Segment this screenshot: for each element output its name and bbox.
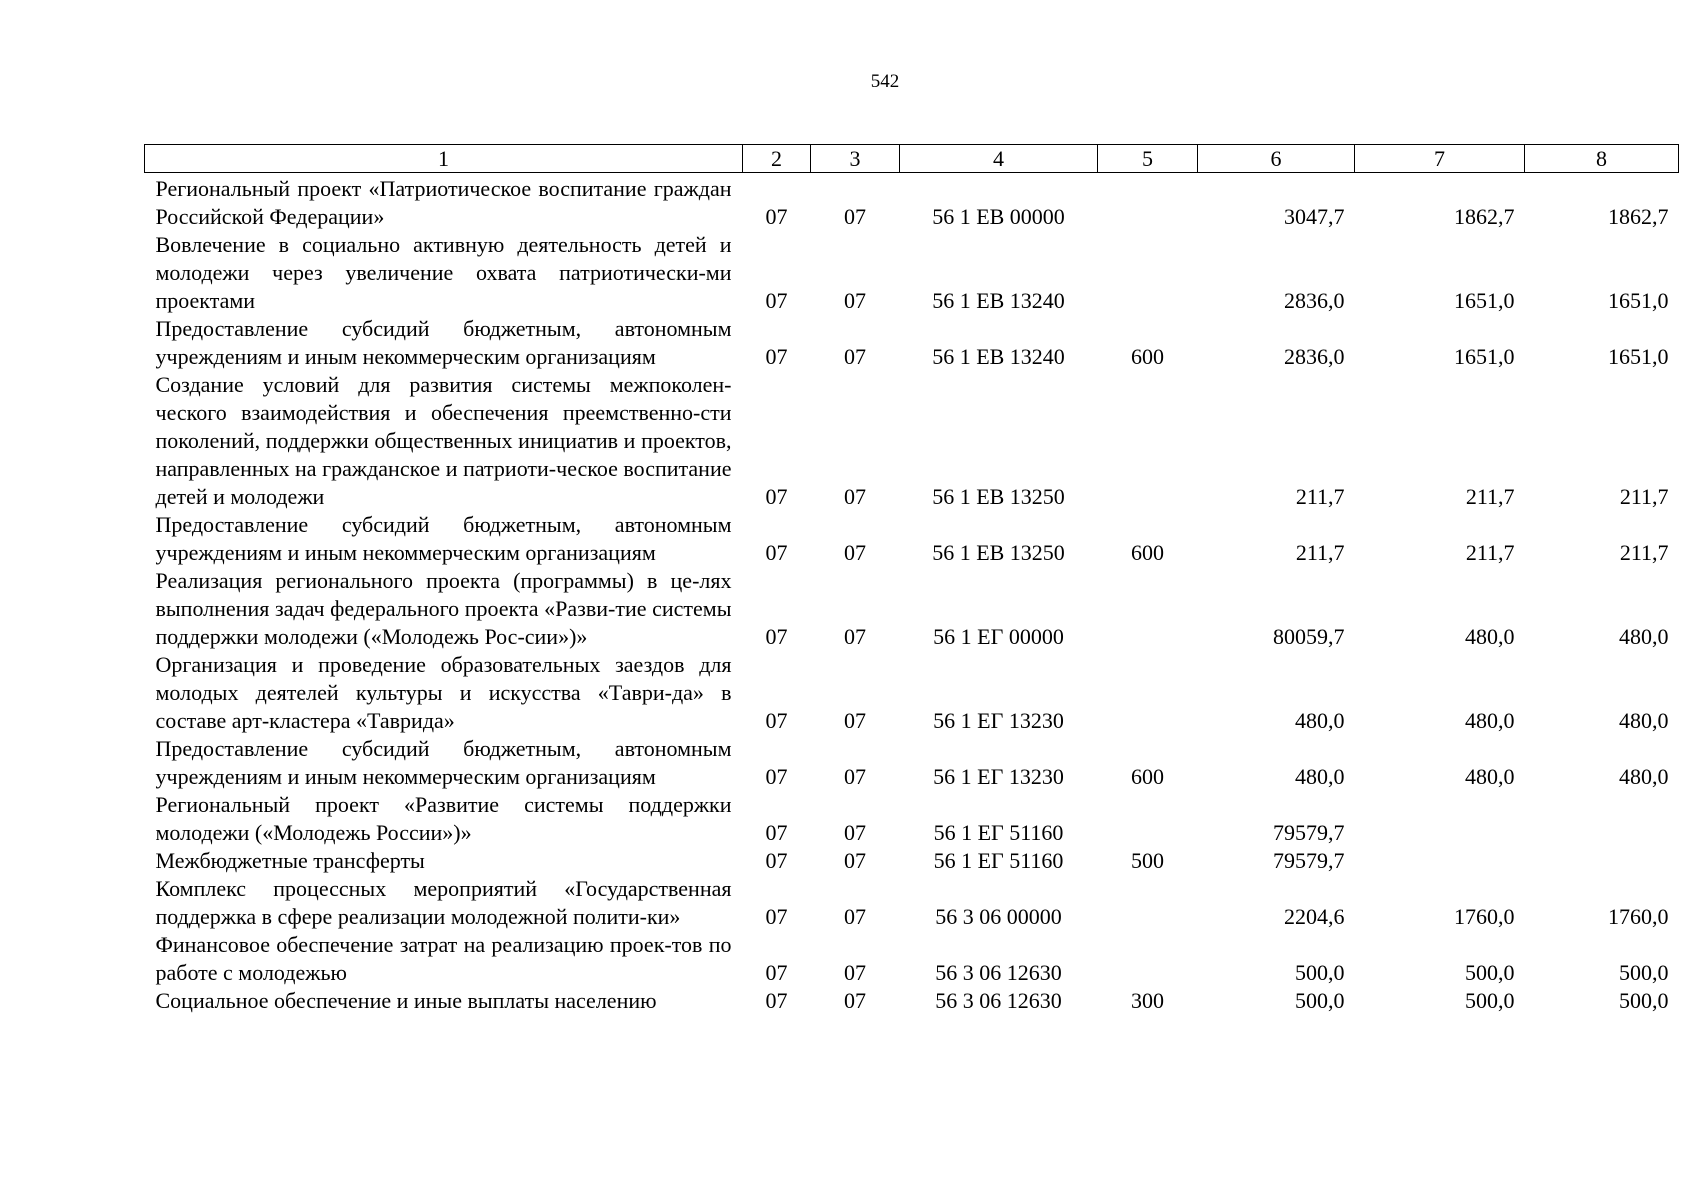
row-target-code: 56 1 ЕВ 13240 [932, 288, 1065, 313]
row-expense-type [1098, 791, 1198, 847]
row-section: 07 [765, 540, 788, 565]
table-row [145, 847, 1679, 875]
row-amount-col-8: 500,0 [1619, 988, 1669, 1013]
page-number: 542 [870, 71, 900, 92]
row-amount-col-7: 500,0 [1465, 988, 1515, 1013]
table-row [145, 231, 1679, 315]
row-name: Предоставление субсидий бюджетным, автономным учреждениям и иным некоммерческим организациям [155, 512, 732, 565]
row-amount-col-8: 211,7 [1619, 484, 1669, 509]
row-amount-col-7: 1651,0 [1454, 344, 1515, 369]
row-section: 07 [765, 904, 788, 929]
row-subsection: 07 [844, 820, 866, 845]
row-section: 07 [765, 344, 788, 369]
row-amount-col-8: 1862,7 [1608, 204, 1669, 229]
header-col-2: 2 [743, 145, 811, 173]
table-row [145, 651, 1679, 735]
row-expense-type [1098, 173, 1198, 232]
row-amount-col-6: 211,7 [1295, 484, 1345, 509]
row-subsection: 07 [844, 988, 866, 1013]
row-amount-col-8: 1760,0 [1608, 904, 1669, 929]
header-col-4: 4 [900, 145, 1098, 173]
row-section: 07 [765, 288, 788, 313]
row-target-code: 56 1 ЕГ 00000 [933, 624, 1064, 649]
row-amount-col-6: 2204,6 [1284, 904, 1345, 929]
row-subsection: 07 [844, 764, 866, 789]
row-section: 07 [765, 988, 788, 1013]
table-row [145, 791, 1679, 847]
row-amount-col-7: 480,0 [1465, 764, 1515, 789]
table-body [145, 173, 1679, 1016]
row-section: 07 [765, 848, 788, 873]
row-subsection: 07 [844, 848, 866, 873]
row-subsection: 07 [844, 204, 866, 229]
row-amount-col-7: 500,0 [1465, 960, 1515, 985]
header-col-8: 8 [1525, 145, 1679, 173]
row-expense-type [1098, 371, 1198, 511]
table-row [145, 315, 1679, 371]
row-subsection: 07 [844, 708, 866, 733]
row-amount-col-8: 500,0 [1619, 960, 1669, 985]
header-col-1: 1 [145, 145, 743, 173]
row-target-code: 56 1 ЕВ 13250 [932, 540, 1065, 565]
row-amount-col-6: 79579,7 [1273, 848, 1345, 873]
row-subsection: 07 [844, 960, 866, 985]
row-expense-type [1098, 651, 1198, 735]
row-amount-col-7: 480,0 [1465, 624, 1515, 649]
row-subsection: 07 [844, 540, 866, 565]
table-row [145, 875, 1679, 931]
row-subsection: 07 [844, 288, 866, 313]
row-section: 07 [765, 624, 788, 649]
table-row [145, 173, 1679, 232]
row-section: 07 [765, 820, 788, 845]
row-target-code: 56 1 ЕВ 13250 [932, 484, 1065, 509]
row-amount-col-6: 480,0 [1295, 708, 1345, 733]
row-amount-col-6: 500,0 [1295, 960, 1345, 985]
row-amount-col-8: 211,7 [1619, 540, 1669, 565]
row-expense-type: 300 [1131, 988, 1164, 1013]
header-col-5: 5 [1098, 145, 1198, 173]
row-name: Региональный проект «Патриотическое воспитание граждан Российской Федерации» [155, 176, 732, 229]
row-amount-col-7: 211,7 [1465, 540, 1515, 565]
row-name: Межбюджетные трансферты [155, 848, 425, 873]
header-row [145, 145, 1679, 173]
row-name: Социальное обеспечение и иные выплаты населению [155, 988, 657, 1013]
table-row [145, 371, 1679, 511]
row-target-code: 56 1 ЕВ 13240 [932, 344, 1065, 369]
row-amount-col-8 [1525, 791, 1679, 847]
row-expense-type: 600 [1131, 344, 1164, 369]
row-amount-col-7: 211,7 [1465, 484, 1515, 509]
row-amount-col-8: 1651,0 [1608, 288, 1669, 313]
row-amount-col-8: 480,0 [1619, 708, 1669, 733]
row-expense-type [1098, 231, 1198, 315]
row-amount-col-7: 1862,7 [1454, 204, 1515, 229]
table-row [145, 511, 1679, 567]
header-col-6: 6 [1198, 145, 1355, 173]
row-expense-type [1098, 567, 1198, 651]
row-target-code: 56 1 ЕГ 51160 [933, 820, 1064, 845]
row-amount-col-6: 79579,7 [1273, 820, 1345, 845]
row-amount-col-6: 211,7 [1295, 540, 1345, 565]
row-amount-col-7: 480,0 [1465, 708, 1515, 733]
row-section: 07 [765, 484, 788, 509]
row-amount-col-6: 2836,0 [1284, 344, 1345, 369]
row-amount-col-8: 480,0 [1619, 624, 1669, 649]
table-row [145, 931, 1679, 987]
row-amount-col-6: 80059,7 [1273, 624, 1345, 649]
row-amount-col-6: 480,0 [1295, 764, 1345, 789]
row-section: 07 [765, 764, 788, 789]
table-header [145, 145, 1679, 173]
row-expense-type [1098, 875, 1198, 931]
row-target-code: 56 1 ЕВ 00000 [932, 204, 1065, 229]
row-amount-col-7: 1760,0 [1454, 904, 1515, 929]
row-amount-col-6: 500,0 [1295, 988, 1345, 1013]
row-expense-type: 500 [1131, 848, 1164, 873]
row-target-code: 56 3 06 00000 [935, 904, 1062, 929]
row-amount-col-6: 2836,0 [1284, 288, 1345, 313]
row-subsection: 07 [844, 904, 866, 929]
row-name: Организация и проведение образовательных заездов для молодых деятелей культуры и искусства «Таври-да» в составе арт-кластера «Таврида» [155, 652, 732, 733]
row-section: 07 [765, 708, 788, 733]
row-expense-type [1098, 931, 1198, 987]
row-amount-col-8: 1651,0 [1608, 344, 1669, 369]
row-name: Комплекс процессных мероприятий «Государственная поддержка в сфере реализации молодежной полити-ки» [155, 876, 732, 929]
row-target-code: 56 1 ЕГ 13230 [933, 764, 1064, 789]
table-row [145, 735, 1679, 791]
header-col-3: 3 [811, 145, 900, 173]
row-expense-type: 600 [1131, 540, 1164, 565]
row-target-code: 56 3 06 12630 [935, 960, 1062, 985]
row-target-code: 56 3 06 12630 [935, 988, 1062, 1013]
row-amount-col-7 [1355, 791, 1525, 847]
row-subsection: 07 [844, 484, 866, 509]
row-name: Создание условий для развития системы межпоколен-ческого взаимодействия и обеспечения преемственно-сти поколений, поддержки общественных инициатив и проектов, направленных на гражданское и патриоти-ческое воспитание детей и молодежи [155, 372, 732, 509]
row-subsection: 07 [844, 624, 866, 649]
row-target-code: 56 1 ЕГ 13230 [933, 708, 1064, 733]
row-name: Реализация регионального проекта (программы) в це-лях выполнения задач федерального проекта «Разви-тие системы поддержки молодежи («Молодежь Рос-сии»)» [155, 568, 732, 649]
table-row [145, 567, 1679, 651]
budget-table [144, 144, 1679, 1015]
row-subsection: 07 [844, 344, 866, 369]
row-section: 07 [765, 960, 788, 985]
row-name: Предоставление субсидий бюджетным, автономным учреждениям и иным некоммерческим организациям [155, 736, 732, 789]
row-expense-type: 600 [1131, 764, 1164, 789]
row-target-code: 56 1 ЕГ 51160 [933, 848, 1064, 873]
row-name: Вовлечение в социально активную деятельность детей и молодежи через увеличение охвата патриотически-ми проектами [155, 232, 732, 313]
row-section: 07 [765, 204, 788, 229]
header-col-7: 7 [1355, 145, 1525, 173]
row-amount-col-8 [1525, 847, 1679, 875]
row-amount-col-6: 3047,7 [1284, 204, 1345, 229]
row-amount-col-8: 480,0 [1619, 764, 1669, 789]
row-amount-col-7 [1355, 847, 1525, 875]
table-row [145, 987, 1679, 1015]
row-name: Финансовое обеспечение затрат на реализацию проек-тов по работе с молодежью [155, 932, 732, 985]
row-amount-col-7: 1651,0 [1454, 288, 1515, 313]
row-name: Региональный проект «Развитие системы поддержки молодежи («Молодежь России»)» [155, 792, 732, 845]
row-name: Предоставление субсидий бюджетным, автономным учреждениям и иным некоммерческим организациям [155, 316, 732, 369]
